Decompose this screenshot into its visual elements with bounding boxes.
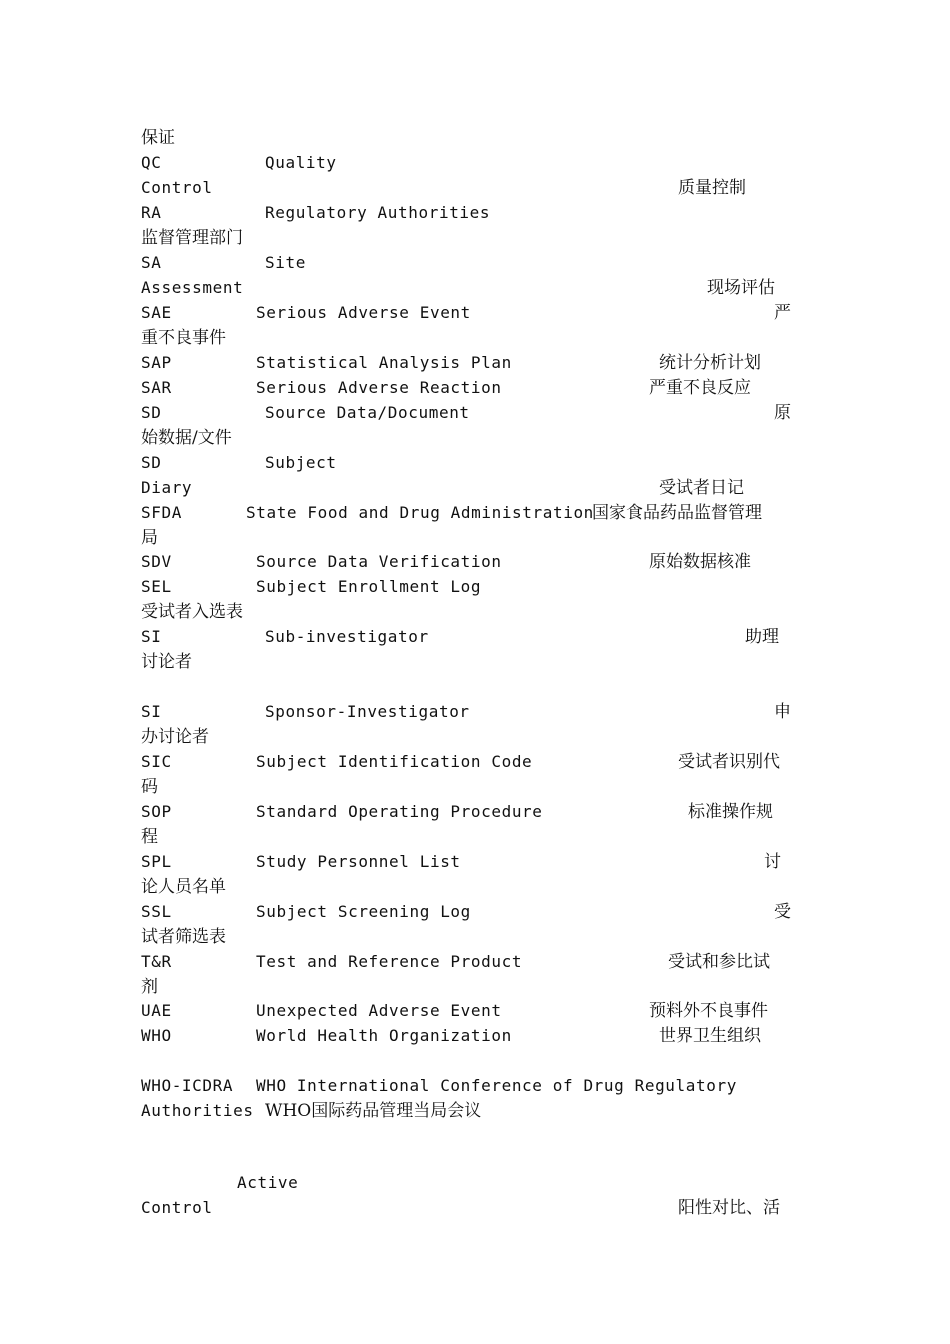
text-line: WHO国际药品管理当局会议 bbox=[265, 1101, 482, 1121]
text-line: WHO bbox=[141, 1026, 172, 1045]
text-line: Unexpected Adverse Event bbox=[256, 1001, 502, 1020]
text-line: Source Data/Document bbox=[265, 403, 470, 422]
text-line: 严重不良反应 bbox=[649, 378, 751, 398]
text-line: 原始数据核准 bbox=[649, 552, 751, 572]
text-line: State Food and Drug Administration bbox=[246, 503, 594, 522]
text-line: SPL bbox=[141, 852, 172, 871]
text-line: Site bbox=[265, 253, 306, 272]
text-line: 严 bbox=[774, 303, 791, 323]
text-line: World Health Organization bbox=[256, 1026, 512, 1045]
text-line: 局 bbox=[141, 528, 158, 548]
text-line: Statistical Analysis Plan bbox=[256, 353, 512, 372]
text-line: SI bbox=[141, 702, 162, 721]
text-line: Control bbox=[141, 178, 213, 197]
text-line: 办讨论者 bbox=[141, 727, 209, 747]
text-line: 阳性对比、活 bbox=[678, 1198, 780, 1218]
text-line: 重不良事件 bbox=[141, 328, 226, 348]
text-line: Subject Enrollment Log bbox=[256, 577, 482, 596]
text-line: SA bbox=[141, 253, 162, 272]
text-line: 现场评估 bbox=[707, 278, 775, 298]
text-line: 讨论者 bbox=[141, 652, 192, 672]
text-line: SAR bbox=[141, 378, 172, 397]
text-line: SDV bbox=[141, 552, 172, 571]
text-line: 世界卫生组织 bbox=[659, 1026, 761, 1046]
text-line: 统计分析计划 bbox=[659, 353, 761, 373]
text-line: SEL bbox=[141, 577, 172, 596]
text-line: Assessment bbox=[141, 278, 244, 297]
text-line: WHO International Conference of Drug Regulatory bbox=[256, 1076, 737, 1095]
text-line: SAE bbox=[141, 303, 172, 322]
text-line: QC bbox=[141, 153, 162, 172]
text-line: 助理 bbox=[745, 627, 779, 647]
text-line: SOP bbox=[141, 802, 172, 821]
text-line: 原 bbox=[774, 403, 791, 423]
text-line: 程 bbox=[141, 827, 158, 847]
text-line: Subject Screening Log bbox=[256, 902, 471, 921]
text-line: 讨 bbox=[764, 852, 781, 872]
text-line: 监督管理部门 bbox=[141, 228, 243, 248]
text-line: 受 bbox=[774, 902, 791, 922]
text-line: Subject bbox=[265, 453, 337, 472]
text-line: Quality bbox=[265, 153, 337, 172]
text-line: 受试者识别代 bbox=[678, 752, 780, 772]
text-line: Standard Operating Procedure bbox=[256, 802, 543, 821]
text-line: 国家食品药品监督管理 bbox=[592, 503, 762, 523]
text-line: 保证 bbox=[141, 128, 175, 148]
text-line: Regulatory Authorities bbox=[265, 203, 491, 222]
text-line: WHO-ICDRA bbox=[141, 1076, 234, 1095]
text-line: Active bbox=[237, 1173, 299, 1192]
text-line: 受试者入选表 bbox=[141, 602, 243, 622]
text-line: Test and Reference Product bbox=[256, 952, 523, 971]
text-line: RA bbox=[141, 203, 162, 222]
text-line: 码 bbox=[141, 777, 158, 797]
text-line: 试者筛选表 bbox=[141, 927, 226, 947]
text-line: 申 bbox=[774, 702, 791, 722]
text-line: SD bbox=[141, 453, 162, 472]
text-line: Sponsor-Investigator bbox=[265, 702, 470, 721]
text-line: 预料外不良事件 bbox=[649, 1001, 768, 1021]
text-line: Source Data Verification bbox=[256, 552, 502, 571]
text-line: Serious Adverse Event bbox=[256, 303, 471, 322]
text-line: SIC bbox=[141, 752, 172, 771]
text-line: Sub-investigator bbox=[265, 627, 429, 646]
text-line: SFDA bbox=[141, 503, 182, 522]
text-line: Serious Adverse Reaction bbox=[256, 378, 502, 397]
text-line: 受试和参比试 bbox=[668, 952, 770, 972]
text-line: 标准操作规 bbox=[688, 802, 773, 822]
text-line: 始数据/文件 bbox=[141, 428, 232, 448]
text-line: SAP bbox=[141, 353, 172, 372]
text-line: Diary bbox=[141, 478, 193, 497]
text-line: UAE bbox=[141, 1001, 172, 1020]
text-line: Authorities bbox=[141, 1101, 254, 1120]
text-line: Control bbox=[141, 1198, 213, 1217]
text-line: 质量控制 bbox=[678, 178, 746, 198]
text-line: Subject Identification Code bbox=[256, 752, 533, 771]
text-line: 剂 bbox=[141, 977, 158, 997]
text-line: SSL bbox=[141, 902, 172, 921]
text-line: Study Personnel List bbox=[256, 852, 461, 871]
text-line: T&R bbox=[141, 952, 172, 971]
text-line: SI bbox=[141, 627, 162, 646]
text-line: 受试者日记 bbox=[659, 478, 744, 498]
text-line: 论人员名单 bbox=[141, 877, 226, 897]
text-line: SD bbox=[141, 403, 162, 422]
